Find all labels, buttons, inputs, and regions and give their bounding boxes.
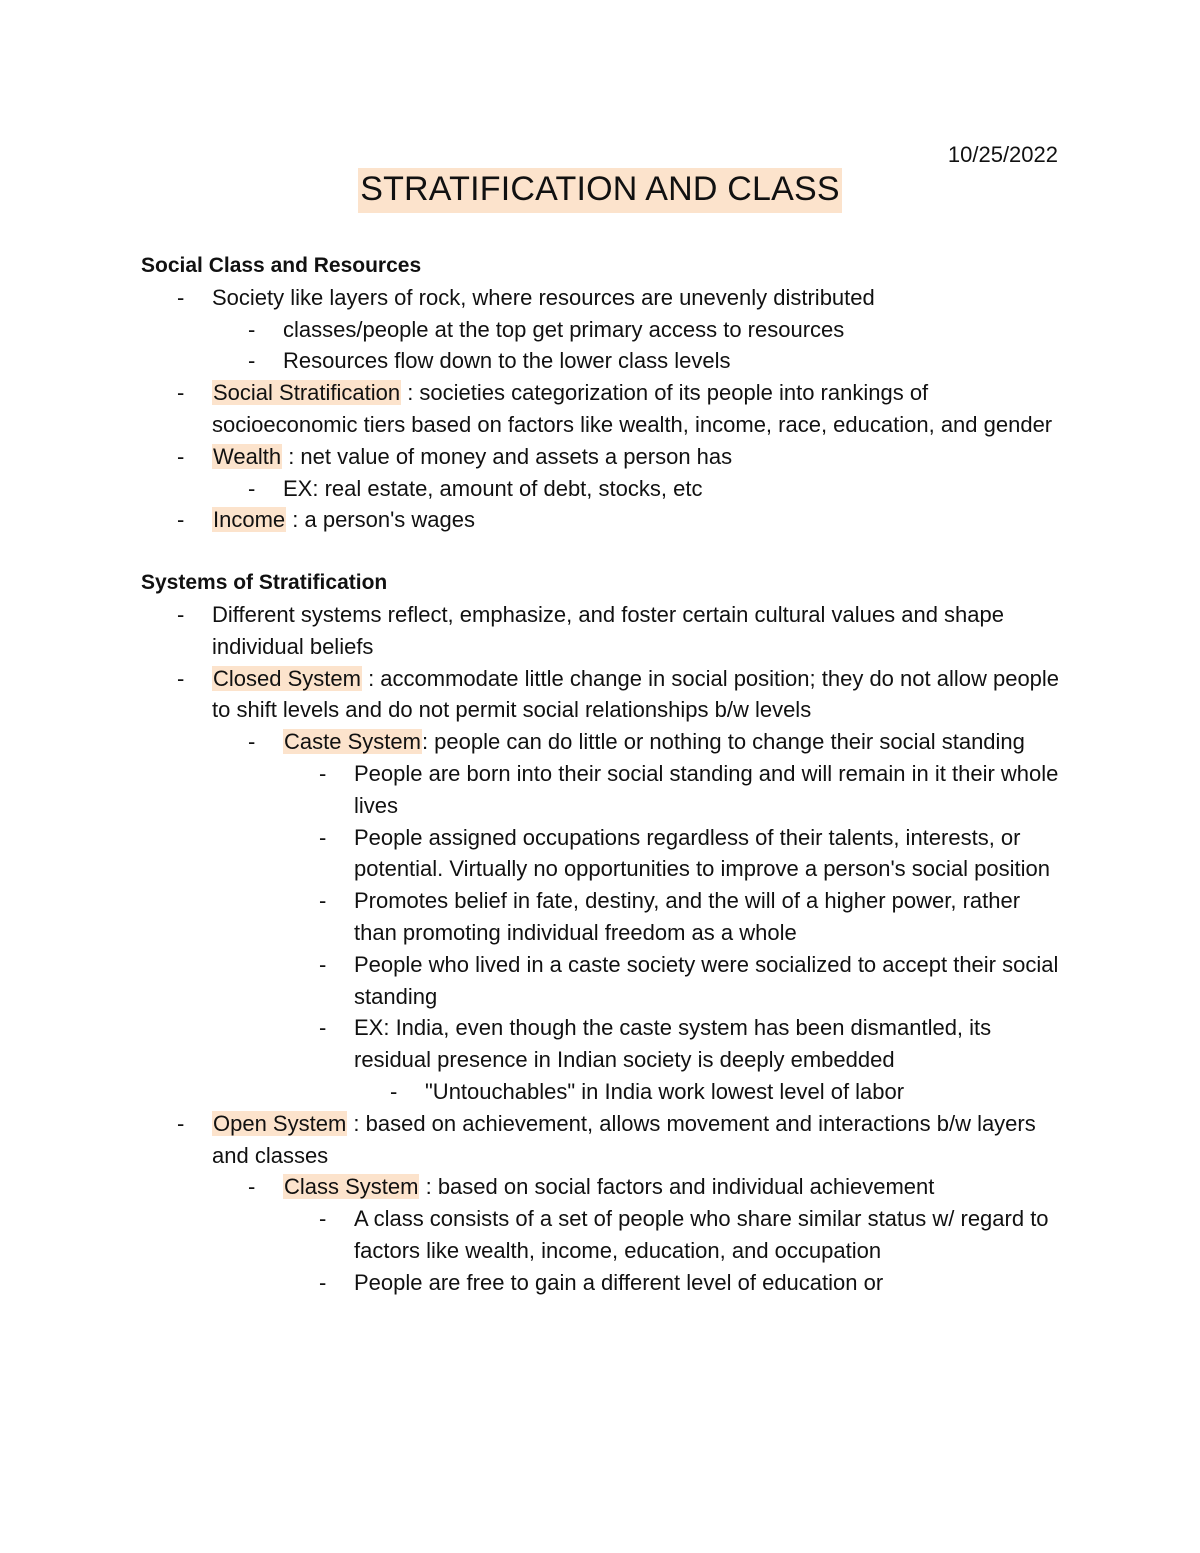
bullet-dash: - [390, 1078, 398, 1104]
highlighted-term: Closed System [213, 665, 361, 691]
bullet-dash: - [248, 316, 256, 342]
item-text: : accommodate little change in social position; they do not allow people to shift levels and do not permit social relationships b/w levels [212, 665, 1060, 723]
list-item [177, 282, 1066, 377]
bullet-dash: - [177, 284, 185, 310]
bullet-dash: - [248, 348, 256, 374]
item-text: "Untouchables" in India work lowest level of labor [425, 1078, 905, 1104]
bullet-list-level-2 [212, 314, 1066, 378]
note-date: 10/25/2022 [947, 142, 1058, 167]
item-text: People are free to gain a different level of education or [354, 1269, 884, 1295]
list-item [319, 822, 1066, 886]
bullet-dash: - [319, 1269, 327, 1295]
item-text: Promotes belief in fate, destiny, and the will of a higher power, rather than promoting individual freedom as a whole [354, 888, 1021, 945]
bullet-list-level-1 [141, 282, 1066, 536]
highlighted-term: Social Stratification [213, 380, 401, 406]
list-item [319, 885, 1066, 949]
bullet-list-level-3 [283, 758, 1066, 1108]
highlighted-term: Open System [213, 1110, 347, 1136]
bullet-dash: - [319, 1015, 327, 1041]
list-item [248, 473, 1066, 505]
list-item [177, 377, 1066, 441]
list-item [177, 504, 1066, 536]
list-item [248, 345, 1066, 377]
list-item [248, 726, 1066, 1108]
bullet-list-level-1 [141, 599, 1066, 1299]
highlighted-term: Class System [284, 1174, 419, 1200]
item-text: : people can do little or nothing to change their social standing [421, 729, 1025, 755]
list-item [248, 314, 1066, 346]
section-spacer [141, 536, 1066, 567]
item-text: classes/people at the top get primary access to resources [283, 316, 845, 342]
list-item [319, 1203, 1066, 1267]
bullet-dash: - [319, 824, 327, 850]
list-item [177, 1108, 1066, 1299]
note-body [141, 250, 1066, 1299]
item-text: Resources flow down to the lower class levels [283, 348, 731, 374]
bullet-dash: - [177, 507, 185, 533]
list-item [319, 1012, 1066, 1107]
item-text: Society like layers of rock, where resources are unevenly distributed [212, 284, 875, 310]
item-text: EX: real estate, amount of debt, stocks, etc [283, 475, 703, 501]
bullet-list-level-2 [212, 473, 1066, 505]
bullet-dash: - [177, 665, 185, 691]
item-text: : based on social factors and individual achievement [419, 1174, 935, 1200]
list-item [319, 1267, 1066, 1299]
bullet-dash: - [319, 1206, 327, 1232]
bullet-dash: - [248, 475, 256, 501]
item-text: : net value of money and assets a person has [282, 443, 733, 469]
bullet-dash: - [177, 380, 185, 406]
bullet-dash: - [319, 760, 327, 786]
bullet-dash: - [177, 1110, 185, 1136]
bullet-list-level-4 [354, 1076, 1066, 1108]
section-heading: Systems of Stratification [141, 571, 388, 595]
bullet-dash: - [248, 1174, 256, 1200]
list-item [319, 949, 1066, 1013]
list-item [319, 758, 1066, 822]
list-item [177, 663, 1066, 1108]
bullet-dash: - [177, 443, 185, 469]
page-title: STRATIFICATION AND CLASS [358, 168, 842, 213]
item-text: A class consists of a set of people who share similar status w/ regard to factors like wealth, income, education, and occupation [354, 1206, 1049, 1263]
highlighted-term: Income [213, 507, 286, 533]
title-container [0, 168, 1200, 213]
item-text: People assigned occupations regardless of their talents, interests, or potential. Virtually no opportunities to improve a person's social position [354, 824, 1050, 882]
list-item [177, 441, 1066, 505]
item-text: : a person's wages [286, 507, 476, 533]
item-text: People who lived in a caste society were socialized to accept their social standing [354, 951, 1059, 1009]
bullet-list-level-3 [283, 1203, 1066, 1298]
bullet-list-level-2 [212, 1171, 1066, 1298]
item-text: : based on achievement, allows movement and interactions b/w layers and classes [212, 1110, 1036, 1168]
bullet-list-level-2 [212, 726, 1066, 1108]
highlighted-term: Wealth [213, 443, 282, 469]
item-text: EX: India, even though the caste system has been dismantled, its residual presence in Indian society is deeply embedded [354, 1015, 992, 1073]
item-text: People are born into their social standing and will remain in it their whole lives [354, 760, 1059, 818]
item-text: Different systems reflect, emphasize, and foster certain cultural values and shape individual beliefs [212, 601, 1004, 659]
list-item [248, 1171, 1066, 1298]
section-heading: Social Class and Resources [141, 254, 422, 277]
item-text: : societies categorization of its people into rankings of socioeconomic tiers based on factors like wealth, income, race, education, and gender [212, 380, 1053, 437]
list-item [390, 1076, 1066, 1108]
highlighted-term: Caste System [284, 729, 421, 755]
list-item [177, 599, 1066, 663]
bullet-dash: - [319, 951, 327, 977]
bullet-dash: - [177, 601, 185, 627]
bullet-dash: - [248, 729, 256, 755]
bullet-dash: - [319, 888, 327, 914]
